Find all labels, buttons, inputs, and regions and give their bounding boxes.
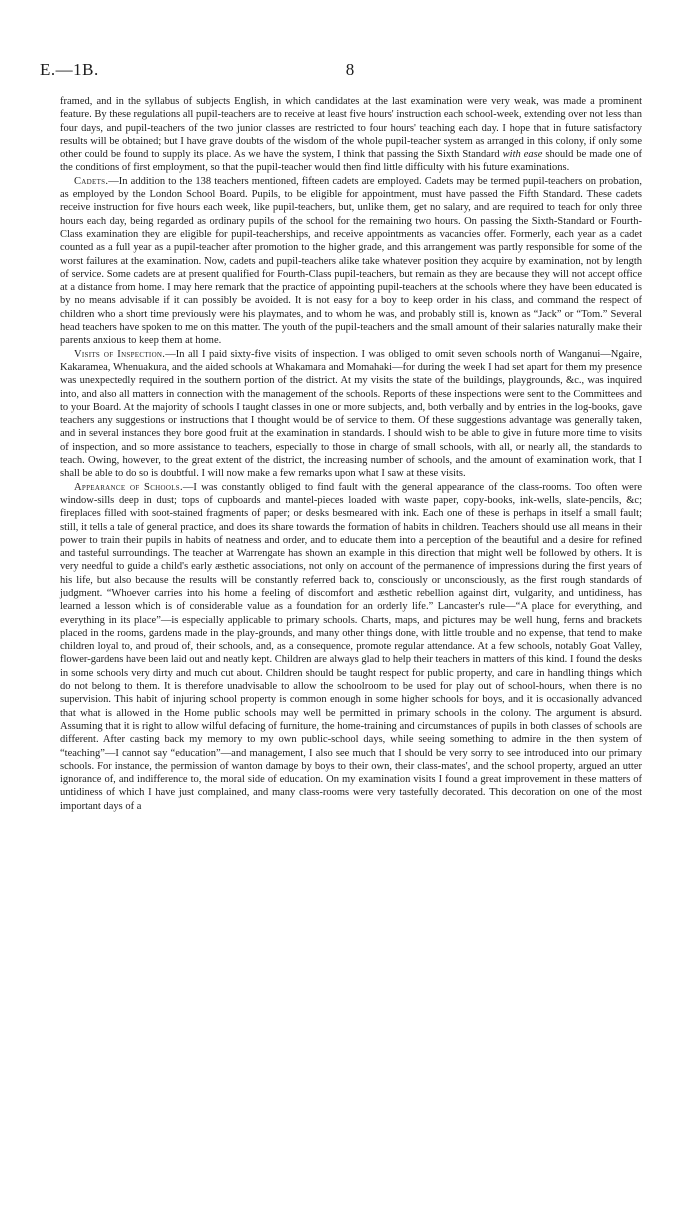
paragraph-cadets bbox=[60, 175, 642, 348]
section-heading-appearance-of-schools: Appearance of Schools. bbox=[74, 481, 183, 493]
section-heading-cadets: Cadets. bbox=[74, 175, 109, 187]
paragraph-visits-of-inspection bbox=[60, 348, 642, 481]
paragraph-text: —In all I paid sixty-five visits of inspection. I was obliged to omit seven schools north of Wanganui—Ngaire, Kakaramea, Whenuakura, and the aided schools at Whakamara and Momahaki—for during the week I had set apart for them my presence was unexpectedly required in the southern portion of the district. At my visits the state of the buildings, playgrounds, &c., was inquired into, and also all matters in connection with the management of the schools. Reports of these inspections were sent to the Committees and to your Board. At the majority of schools I taught classes in one or more subjects, and, both verbally and by entries in the log-books, gave teachers any suggestions or instructions that I thought would be of service to them. Of these suggestions advantage was generally taken, and in several instances they bore good fruit at the examination in standards. I should wish to be able to give in future more time to visits of inspection, and so more assistance to teachers, especially to those in charge of small schools, with all, or nearly all, the standards to teach. Owing, however, to the great extent of the district, the increasing number of schools, and the amount of examination work, that I shall be able to do so is doubtful. I will now make a few remarks upon what I saw at these visits. bbox=[60, 348, 642, 480]
paragraph-text: framed, and in the syllabus of subjects English, in which candidates at the last examination were very weak, was made a prominent feature. By these regulations all pupil-teachers are to receive at least five hours' instruction each school-week, extending over not less than four days, and pupil-teachers of the two junior classes are restricted to four hours' teaching each day. I hope that in future satisfactory results will be obtained; but I have grave doubts of the wisdom of the whole pupil-teacher system as arranged in this colony, if only some other could be found to supply its place. As we have the system, I think that passing the Sixth Standard bbox=[60, 96, 642, 161]
paragraph-text: should be made one of the conditions of first employment, so that the pupil-teacher would then find little difficulty with his future examinations. bbox=[60, 149, 642, 174]
section-heading-visits-of-inspection: Visits of Inspection. bbox=[74, 348, 166, 360]
page-header bbox=[40, 60, 660, 84]
emphasis-text: with ease bbox=[502, 149, 543, 161]
page-number: 8 bbox=[345, 60, 355, 79]
body-text bbox=[60, 95, 642, 813]
paragraph-text: —In addition to the 138 teachers mentioned, fifteen cadets are employed. Cadets may be termed pupil-teachers on probation, as employed by the London School Board. Pupils, to be eligible for appointment, must have passed the Fifth Standard. These cadets receive instruction for five hours each week, like pupil-teachers, but, unlike them, get no salary, and are required to teach for only three hours each day, being regarded as ordinary pupils of the school for the remaining two hours. On passing the Sixth-Standard or Fourth-Class examination they are eligible for pupil-teacherships, and receive appointments as vacancies offer. Formerly, each year as a cadet counted as a full year as a pupil-teacher after promotion to the higher grade, and this arrangement was partly responsible for some of the worst failures at the examination. Now, cadets and pupil-teachers alike take whatever position they acquire by examination, not by length of service. Some cadets are at present qualified for Fourth-Class pupil-teachers, but remain as they are because they will not accept office at a distance from home. I may here remark that the practice of appointing pupil-teachers at the schools where they have been educated is by no means advisable if it can possibly be avoided. It is not easy for a boy to keep order in his class, and command the respect of children who a short time previously were his playmates, and to whom he was, and probably still is, known as “Jack” or “Tom.” Several head teachers have spoken to me on this matter. The youth of the pupil-teachers and the small amount of their salaries naturally make their parents anxious to keep them at home. bbox=[60, 175, 642, 347]
paragraph-pupil-teachers bbox=[60, 95, 642, 175]
document-reference: E.—1B. bbox=[40, 60, 99, 79]
paragraph-text: —I was constantly obliged to find fault with the general appearance of the class-rooms. Too often were window-sills deep in dust; tops of cupboards and mantel-pieces loaded with waste paper, copy-books, ink-wells, slate-pencils, &c; fireplaces filled with soot-stained fragments of paper; or desks besmeared with ink. Each one of these is perhaps in itself a small fault; still, it tells a tale of general practice, and does its share towards the formation of habits in children. Teachers should use all means in their power to train their pupils in habits of neatness and order, and to educate them into a perception of the beautiful and a desire for refined and tasteful surroundings. The teacher at Warrengate has shown an example in this direction that might well be followed by others. It is very needful to guide a child's early æsthetic associations, not only on account of the permanence of impressions during the first years of his life, but also because the results will be constantly referred back to, consciously or unconsciously, as the first rough standards of judgment. “Whoever carries into his home a feeling of discomfort and æsthetic rebellion against dirt, vulgarity, and untidiness, has learned a lesson which is of considerable value as a foundation for an orderly life.” Lancaster's rule—“A place for everything, and everything in its place”—is especially applicable to primary schools. Charts, maps, and pictures may be well hung, ferns and brackets placed in the rooms, gardens made in the play-grounds, and many other things done, with little trouble and no expense, that tend to make children loyal to, and proud of, their schools, and, as a consequence, promote regular attendance. At a few schools, notably Goat Valley, flower-gardens have been laid out and neatly kept. Children are always glad to help their teachers in matters of this kind. I found the desks in some schools very dirty and much cut about. Children should be taught respect for public property, and care in handling things which do not belong to them. It is therefore unadvisable to allow the schoolroom to be used for play out of school-hours, when there is no supervision. This habit of injuring school property is common enough in some higher schools for boys, and it is occasionally advanced that what is allowed in the Home public schools may well be permitted in primary schools in the colony. The argument is absurd. Assuming that it is right to allow wilful defacing of furniture, the home-training and circumstances of pupils in both classes of schools are different. After casting back my memory to my own public-school days, while seeing something to admire in the then system of “teaching”—I cannot say “education”—and management, I also see much that I should be very sorry to see introduced into our primary schools. For instance, the permission of wanton damage by boys to their own, their class-mates', and the school property, argued an utter ignorance of, and indifference to, the moral side of education. On my examination visits I found a great improvement in these matters of untidiness of which I have just complained, and many class-rooms were very tastefully decorated. This decoration on one of the most important days of a bbox=[60, 481, 642, 812]
paragraph-appearance-of-schools bbox=[60, 481, 642, 813]
